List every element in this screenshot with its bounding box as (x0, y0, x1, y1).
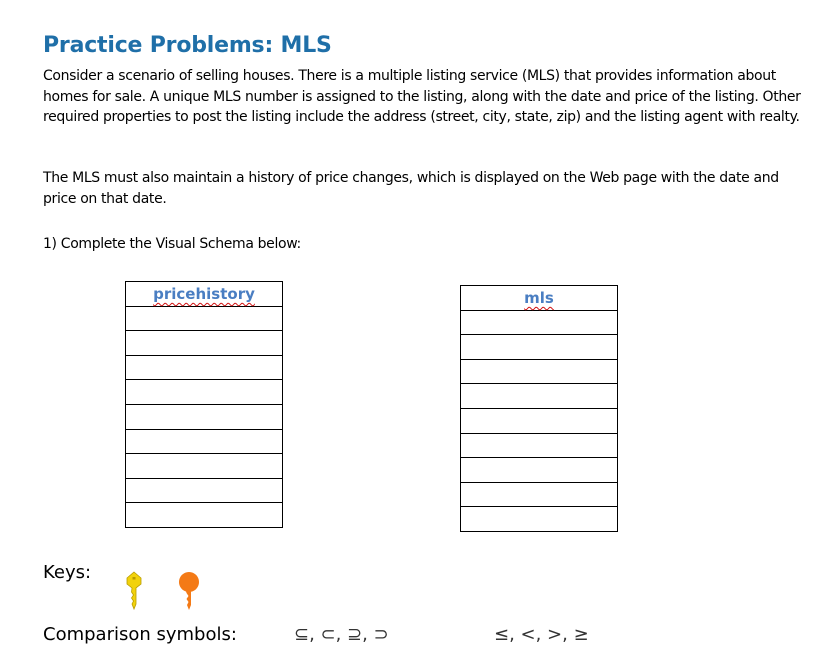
table-row[interactable] (461, 408, 617, 433)
table-row[interactable] (126, 330, 282, 355)
table-name: pricehistory (153, 285, 255, 303)
table-row[interactable] (461, 433, 617, 458)
yellow-key-icon[interactable] (122, 571, 146, 611)
table-row[interactable] (461, 310, 617, 335)
table-row[interactable] (126, 478, 282, 503)
table-row[interactable] (461, 359, 617, 384)
set-comparison-symbols: ⊆, ⊂, ⊇, ⊃ (294, 624, 389, 645)
table-row[interactable] (461, 506, 617, 531)
orange-key-icon[interactable] (176, 571, 202, 611)
price-history-paragraph: The MLS must also maintain a history of price changes, which is displayed on the Web page with the date and price on that date. (43, 170, 779, 207)
table-row[interactable] (126, 379, 282, 404)
table-row[interactable] (126, 404, 282, 429)
order-comparison-symbols: ≤, <, >, ≥ (494, 624, 589, 645)
scenario-paragraph: Consider a scenario of selling houses. There is a multiple listing service (MLS) that provides information about homes for sale. A unique MLS number is assigned to the listing, along with the date and price of the listing. Other required properties to post the listing include the address (street, city, state, zip) and the listing agent with realty. (43, 68, 801, 125)
table-row[interactable] (461, 482, 617, 507)
table-row[interactable] (126, 355, 282, 380)
table-row[interactable] (126, 453, 282, 478)
table-row[interactable] (126, 429, 282, 454)
table-row[interactable] (461, 383, 617, 408)
instruction-text: 1) Complete the Visual Schema below: (43, 236, 301, 252)
page-title: Practice Problems: MLS (43, 33, 332, 58)
table-row[interactable] (126, 306, 282, 331)
table-row[interactable] (461, 457, 617, 482)
mls-table-header (461, 285, 617, 310)
pricehistory-table (125, 281, 283, 528)
table-row[interactable] (126, 502, 282, 527)
pricehistory-table-header (126, 281, 282, 306)
mls-table (460, 285, 618, 532)
comparison-symbols-label: Comparison symbols: (43, 624, 237, 645)
table-name: mls (524, 289, 554, 307)
table-row[interactable] (461, 334, 617, 359)
keys-label: Keys: (43, 562, 92, 583)
